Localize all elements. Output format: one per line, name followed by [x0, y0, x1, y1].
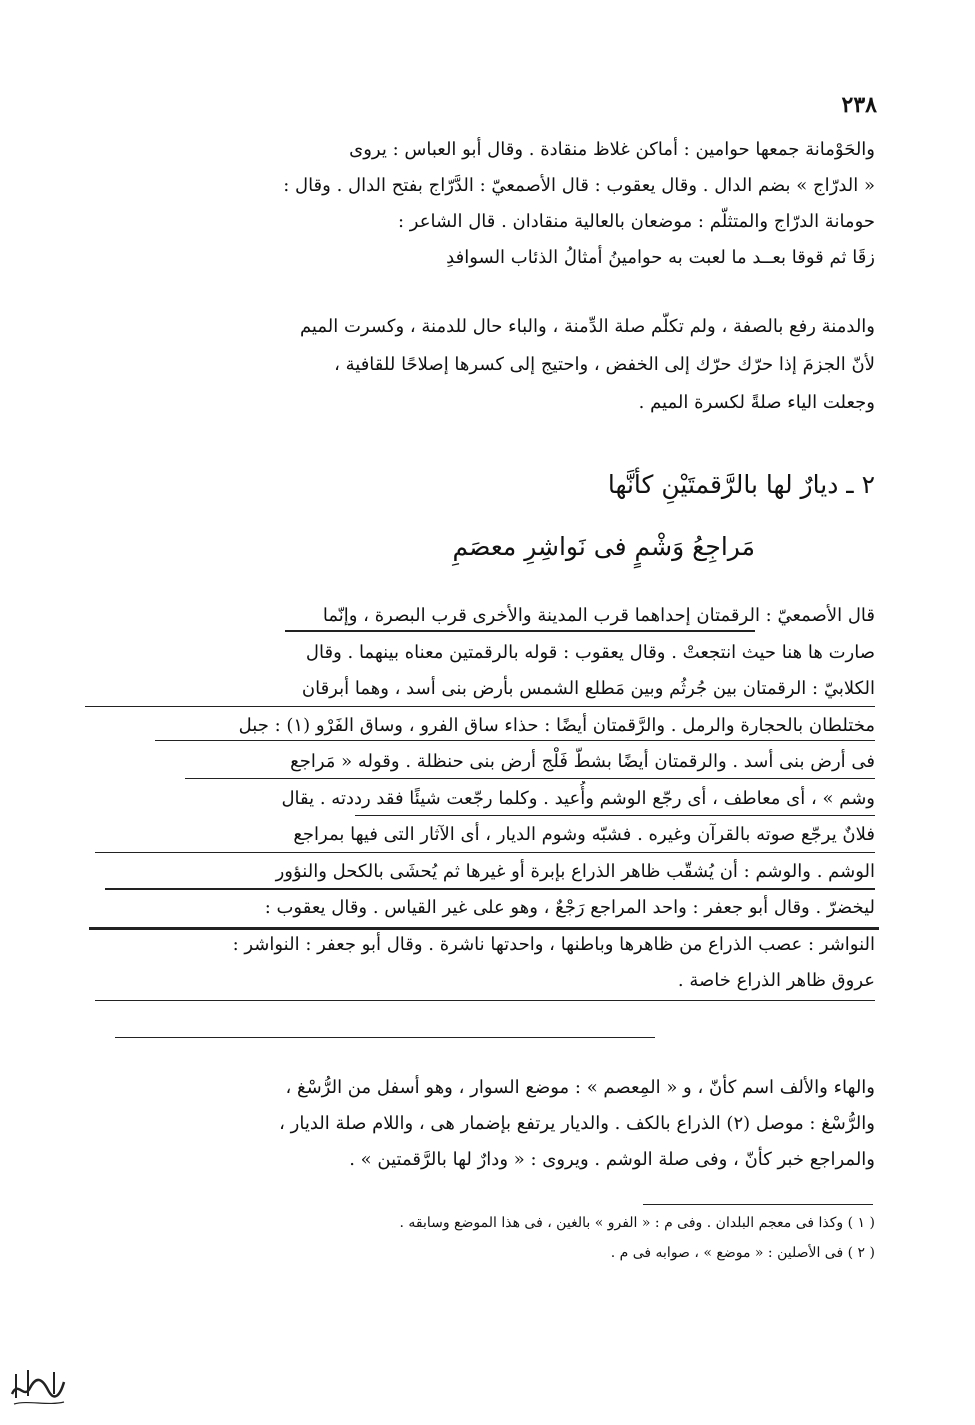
handwritten-underline — [89, 927, 879, 930]
text-line: لأنّ الجزمَ إذا حرّك حرّك إلى الخفض ، واحتيج إلى كسرها إصلاحًا للقافية ، — [334, 354, 875, 375]
text-line: والحَوْمانة جمعها حوامين : أماكن غلاظ منقادة . وقال أبو العباس : يروى — [349, 139, 875, 160]
text-line: والدمنة رفع بالصفة ، ولم تكلّم صلة الدِّمنة ، والباء حال للدمنة ، وكسرت الميم — [299, 316, 875, 337]
text-line: حومانة الدرّاج والمتثلّم : موضعان بالعالية منقادان . قال الشاعر : — [398, 211, 875, 232]
text-line: وجعلت الياء صلةً لكسرة الميم . — [638, 392, 875, 413]
handwritten-underline — [185, 778, 875, 779]
footnotes — [315, 1208, 875, 1268]
footnote-2: ( ٢ ) فى الأصلين : « موضع » ، صوابه فى م . — [610, 1245, 875, 1261]
text-line: والرُّسْغ : موصل (٢) الذراع بالكف . والديار يرتفع بإضمار هى ، واللام صلة الديار ، — [279, 1113, 875, 1134]
handwritten-underline — [105, 888, 875, 890]
paragraph-hawmana — [95, 132, 875, 276]
text-line: عروق ظاهر الذراع خاصة . — [677, 970, 875, 991]
text-line: والمراجع خبر كأنّ ، وفى صلة الوشم . ويروى : « ودارٌ لها بالرَّقمتين » . — [349, 1149, 875, 1170]
text-line: الكلابيّ : الرقمتان بين جُرثُم وبين مَطلع الشمس بأرض بنى أسد ، وهما أبرقان — [301, 678, 875, 699]
text-line: الوشم . والوشم : أن يُشقّب ظاهر الذراع بإبرة أو غيرها ثم يُحشَى بالكحل والنؤور — [275, 860, 875, 882]
quoted-verse-line: زقَا ثم قوقا بعــد ما لعبت به حوامينُ أمثالُ الذئاب السوافدِ — [446, 247, 875, 268]
poem-verse-first-hemistich: ٢ ـ ديارٌ لها بالرَّقمتَيْنِ كأنَّها — [607, 470, 875, 499]
handwritten-underline — [85, 706, 875, 707]
library-stamp-logo — [8, 1360, 68, 1410]
text-line: النواشر : عصب الذراع من ظاهرها وباطنها ، واحدتها ناشرة . وقال أبو جعفر : النواشر : — [232, 933, 875, 955]
text-line: وشم » ، أى معاطف ، أى رجّع الوشم وأُعيد . وكلما رجّعت شيئًا فقد رددته . يقال — [281, 787, 875, 809]
handwritten-underline — [95, 1000, 875, 1001]
poem-verse-second-hemistich: مَراجِعُ وَشْمٍ فى نَواشِرِ معصَمِ — [452, 532, 755, 561]
handwritten-underline — [285, 630, 755, 632]
text-line: فى أرض بنى أسد . والرقمتان أيضًا بشطّ فَلْج أرض بنى حنظلة . وقوله « مَراجع — [290, 751, 875, 772]
handwritten-underline — [355, 815, 875, 816]
grammar-paragraph — [95, 1070, 875, 1178]
handwritten-underline — [115, 1037, 655, 1038]
text-line: صارت ها هنا حيث انتجعتْ . وقال يعقوب : قوله بالرقمتين معناه بينهما . وقال — [305, 641, 875, 663]
text-line: فلانٌ يرجّع صوته بالقرآن وغيره . فشبّه وشوم الديار ، أى الآثار التى فيها بمراجع — [293, 824, 875, 845]
text-line: والهاء والألف اسم كأنّ ، و « المِعصم » : موضع السوار ، وهو أسفل من الرُّسْغ ، — [285, 1077, 875, 1098]
handwritten-underline — [155, 740, 875, 741]
handwritten-underline — [95, 852, 875, 853]
text-line: « الدرّاج » بضم الدال . وقال يعقوب : قال الأصمعيّ : الدَّرّاج بفتح الدال . وقال : — [283, 175, 875, 196]
text-line: قال الأصمعيّ : الرقمتان إحداهما قرب المدينة والأخرى قرب البصرة ، وإنّما — [322, 605, 875, 626]
commentary-paragraph — [95, 598, 875, 1000]
footnote-1: ( ١ ) وكذا فى معجم البلدان . وفى م : « الفرو » بالغين ، فى هذا الموضع وسابقه . — [399, 1215, 875, 1231]
footnote-divider — [643, 1204, 873, 1205]
text-line: ليخضرّ . وقال أبو جعفر : واحد المراجع رَجْعٌ ، وهو على غير القياس . وقال يعقوب : — [264, 897, 875, 918]
page-number: ٢٣٨ — [841, 92, 877, 118]
text-line: مختلطان بالحجارة والرمل . والرَّقمتان أيضًا : حذاء ساق الفرو ، وساق الفَرْو (١) : جبل — [238, 714, 875, 736]
paragraph-dimna — [95, 308, 875, 422]
